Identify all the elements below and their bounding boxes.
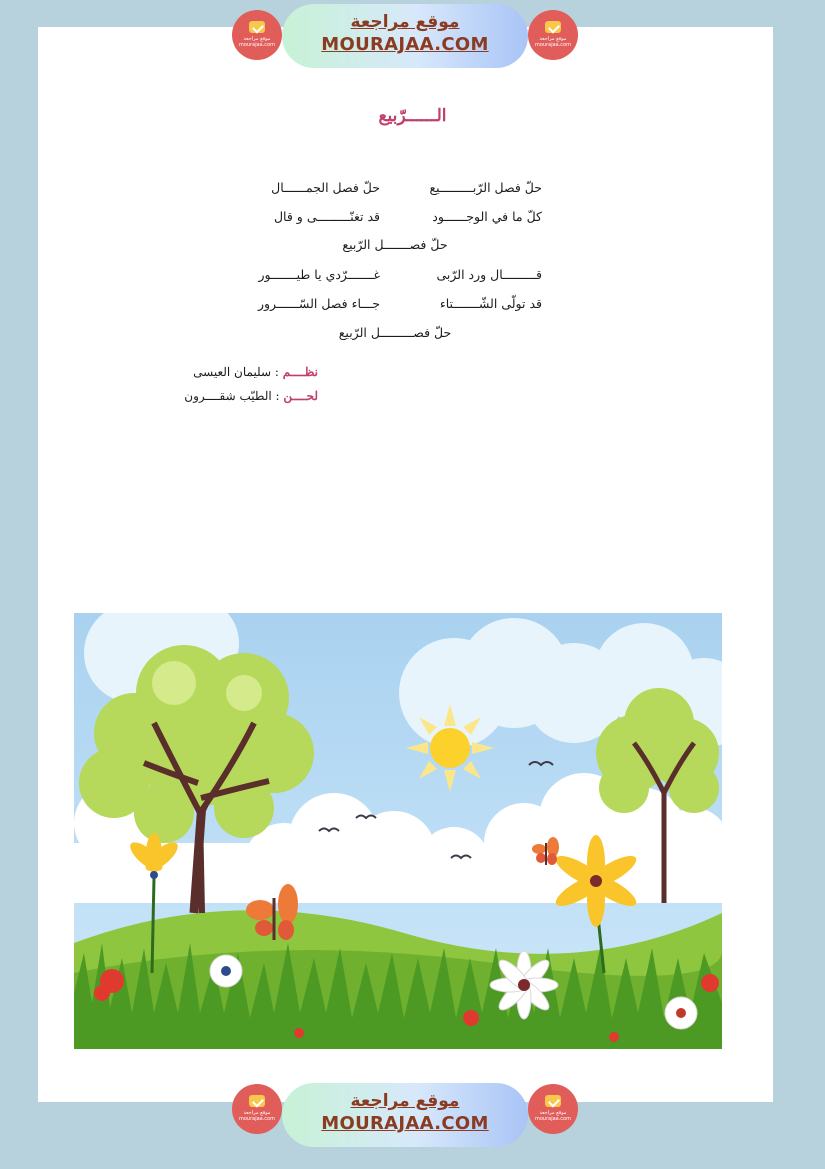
site-logo-badge <box>232 1084 282 1134</box>
credit-separator: : <box>271 389 284 403</box>
credit-author: سليمان العيسى <box>193 365 272 379</box>
poem-refrain: حلّ فصـــــــــل الرّبيع <box>338 325 452 340</box>
badge-text: موقع مراجعة <box>243 36 271 42</box>
badge-url: mourajaa.com <box>534 1116 571 1122</box>
poem-line: حلّ فصل الرّبـــــــــيع <box>429 180 542 195</box>
white-daisy <box>490 951 558 1019</box>
site-logo-badge <box>232 10 282 60</box>
credit-label: نظــــم <box>282 365 318 379</box>
credit-music <box>184 389 318 403</box>
poem-line: قد تغنّـــــــــى و قال <box>273 209 380 224</box>
banner-site-url[interactable]: MOURAJAA.COM <box>321 1113 489 1134</box>
sun <box>406 704 494 792</box>
poem-title: الــــــرّبيع <box>378 106 447 126</box>
book-icon <box>545 21 561 33</box>
poem-line: قد تولّى الشّـــــــتاء <box>439 296 542 311</box>
poem-line: حلّ فصل الجمــــــال <box>271 180 380 195</box>
credit-label: لحــــن <box>283 389 318 403</box>
poem-line: جـــاء فصل السّــــــرور <box>257 296 380 311</box>
badge-url: mourajaa.com <box>238 42 275 48</box>
site-logo-badge <box>528 10 578 60</box>
badge-text: موقع مراجعة <box>539 1110 567 1116</box>
poem-refrain: حلّ فصـــــــل الرّبيع <box>342 237 448 252</box>
banner-arabic-title[interactable]: موقع مراجعة <box>350 1091 460 1111</box>
site-banner-bottom[interactable] <box>282 1083 528 1147</box>
book-icon <box>249 1095 265 1107</box>
poem-line: غـــــــرّدي يا طيـــــــور <box>258 267 380 282</box>
badge-url: mourajaa.com <box>238 1116 275 1122</box>
banner-site-url[interactable]: MOURAJAA.COM <box>321 34 489 55</box>
credit-composer: الطيّب شقــــرون <box>184 389 272 403</box>
book-icon <box>249 21 265 33</box>
banner-arabic-title[interactable]: موقع مراجعة <box>350 12 460 32</box>
white-flower-left <box>210 955 242 987</box>
badge-text: موقع مراجعة <box>539 36 567 42</box>
book-icon <box>545 1095 561 1107</box>
white-flower-right <box>665 997 697 1029</box>
poem-line: كلّ ما في الوجــــــود <box>432 209 542 224</box>
site-banner-top[interactable] <box>282 4 528 68</box>
spring-illustration <box>74 613 722 1049</box>
poem-line: قـــــــــال ورد الرّبى <box>436 267 542 282</box>
badge-url: mourajaa.com <box>534 42 571 48</box>
site-logo-badge <box>528 1084 578 1134</box>
credit-separator: : <box>271 365 283 379</box>
credit-lyrics <box>193 365 318 379</box>
badge-text: موقع مراجعة <box>243 1110 271 1116</box>
